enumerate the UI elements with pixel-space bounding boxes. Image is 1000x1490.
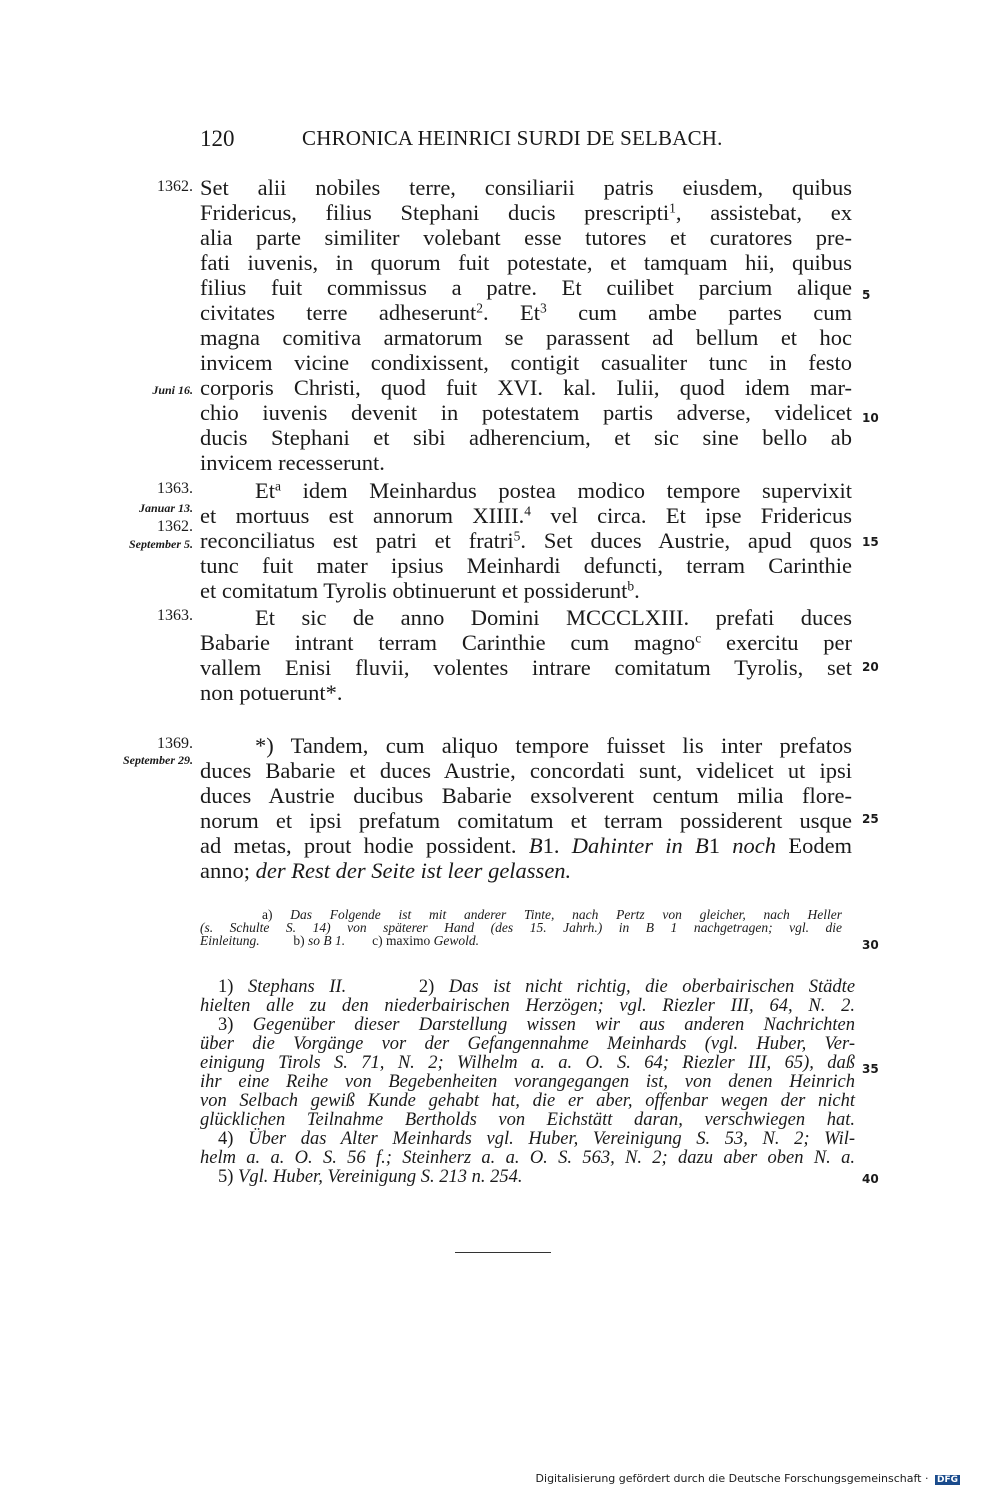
text-line: invicem vicine condixissent, contigit casualiter tunc in festo	[200, 350, 852, 375]
line-number: 30	[862, 938, 879, 952]
text-line: non potuerunt*.	[200, 680, 343, 705]
footnote-line: 4) Über das Alter Meinhards vgl. Huber, Vereinigung S. 53, N. 2; Wil-	[218, 1129, 856, 1149]
margin-date: Januar 13.	[138, 501, 193, 515]
line-number: 25	[862, 812, 879, 826]
footnote-ref: c	[695, 630, 702, 646]
text-line: norum et ipsi prefatum comitatum et terram possiderent usque	[200, 808, 852, 833]
text-line: duces Austrie ducibus Babarie exsolverent centum milia flore-	[200, 783, 852, 808]
text-line: ducis Stephani et sibi adherencium, et sic sine bello ab	[200, 425, 852, 450]
footnote-ref: 4	[524, 503, 531, 519]
line-number: 15	[862, 535, 879, 549]
text-line: reconciliatus est patri et fratri$^5$. Set duces Austrie, apud quos	[200, 528, 852, 553]
text-line: Babarie intrant terram Carinthie cum magno$^c$ exercitu per	[200, 630, 853, 655]
page-header	[0, 126, 1000, 156]
text-line: fati iuvenis, in quorum fuit potestate, et tamquam hii, quibus	[200, 250, 852, 275]
text-line: invicem recesserunt.	[200, 450, 385, 475]
footnote-ref: b	[627, 578, 635, 594]
margin-date: September 29.	[123, 753, 193, 767]
text-line: magna comitiva armatorum se parassent ad bellum et hoc	[200, 325, 852, 350]
footnote-line: 5) Vgl. Huber, Vereinigung S. 213 n. 254.	[218, 1167, 523, 1187]
page-number: 120	[200, 126, 235, 151]
footnote-ref: 3	[540, 300, 547, 316]
footnote-ref: 2	[476, 300, 484, 316]
line-number: 40	[862, 1172, 879, 1186]
footnote-line: über die Vorgänge vor der Gefangennahme Meinhards (vgl. Huber, Ver-	[200, 1034, 855, 1054]
footnote-ref: 1	[669, 200, 676, 216]
text-line: Et sic de anno Domini MCCCLXIII. prefati duces	[255, 605, 852, 630]
margin-date: 1363.	[157, 480, 193, 497]
footnote-line: Einleitung. b) so B 1. c) maximo Gewold.	[200, 933, 479, 948]
text-line: anno; der Rest der Seite ist leer gelassen.	[200, 858, 572, 883]
margin-date: 1363.	[157, 607, 193, 624]
footnote-ref: 5	[513, 528, 521, 544]
footnote-line: einigung Tirols S. 71, N. 2; Wilhelm a. a. O. S. 64; Riezler III, 65), daß	[200, 1053, 855, 1073]
footnote-line: (s. Schulte S. 14) von späterer Hand (des 15. Jahrh.) in B 1 nachgetragen; vgl. die	[200, 920, 842, 935]
footnote-line: 3) Gegenüber dieser Darstellung wissen wir aus anderen Nachrichten	[218, 1015, 856, 1035]
footnote-line: a) Das Folgende ist mit anderer Tinte, nach Pertz von gleicher, nach Heller	[262, 907, 843, 922]
text-line: civitates terre adheserunt$^2$. Et$^3$ cum ambe partes cum	[200, 300, 852, 325]
footnote-line: 1) Stephans II. 2) Das ist nicht richtig, die oberbairischen Städte	[218, 977, 856, 997]
text-line: corporis Christi, quod fuit XVI. kal. Iulii, quod idem mar-	[200, 375, 852, 400]
dfg-logo-icon: DFG	[936, 1475, 958, 1485]
text-line: ad metas, prout hodie possident. B1. Dahinter in B1 noch Eodem	[200, 833, 853, 858]
line-number: 20	[862, 660, 879, 674]
margin-date: Juni 16.	[152, 383, 193, 397]
line-number: 35	[862, 1062, 879, 1076]
text-line: Set alii nobiles terre, consiliarii patris eiusdem, quibus	[200, 175, 852, 200]
text-line: et mortuus est annorum XIIII.$^4$ vel circa. Et ipse Fridericus	[200, 503, 853, 528]
text-line: filius fuit commissus a patre. Et cuilibet parcium alique	[200, 275, 852, 300]
footnote-line: helm a. a. O. S. 56 f.; Steinherz a. a. O. S. 563, N. 2; dazu aber oben N. a.	[200, 1148, 855, 1168]
margin-date: 1362.	[157, 518, 193, 535]
footnote-line: hielten alle zu den niederbairischen Herzögen; vgl. Riezler III, 64, N. 2.	[200, 996, 855, 1016]
text-line: vallem Enisi fluvii, volentes intrare comitatum Tyrolis, set	[200, 655, 852, 680]
text-line: Et$^a$ idem Meinhardus postea modico tempore supervixit	[255, 478, 852, 503]
dfg-credit: Digitalisierung gefördert durch die Deutsche Forschungsgemeinschaft · DFG	[535, 1472, 958, 1485]
running-title: CHRONICA HEINRICI SURDI DE SELBACH.	[302, 126, 723, 150]
margin-date: 1369.	[157, 735, 193, 752]
text-line: et comitatum Tyrolis obtinuerunt et possiderunt$^b$.	[200, 578, 640, 603]
line-number: 10	[862, 411, 879, 425]
text-line: *) Tandem, cum aliquo tempore fuisset lis inter prefatos	[255, 733, 852, 758]
text-line: tunc fuit mater ipsius Meinhardi defuncti, terram Carinthie	[200, 553, 852, 578]
footnote-line: von Selbach gewiß Kunde gehabt hat, die er aber, offenbar wegen der nicht	[200, 1091, 855, 1111]
text-line: duces Babarie et duces Austrie, concordati sunt, videlicet ut ipsi	[200, 758, 852, 783]
text-line: alia parte similiter volebant esse tutores et curatores pre-	[200, 225, 852, 250]
footnote-line: glücklichen Teilnahme Bertholds von Eichstätt daran, verschwiegen hat.	[200, 1110, 855, 1130]
text-line: chio iuvenis devenit in potestatem partis adverse, videlicet	[200, 400, 852, 425]
footnote-ref: a	[275, 478, 281, 494]
margin-date: 1362.	[157, 178, 193, 195]
line-number: 5	[862, 288, 871, 302]
margin-date: September 5.	[129, 537, 193, 551]
end-rule	[455, 1252, 551, 1253]
footnote-line: ihr eine Reihe von Begebenheiten vorangegangen ist, von denen Heinrich	[200, 1072, 855, 1092]
text-line: Fridericus, filius Stephani ducis prescripti$^1$, assistebat, ex	[200, 200, 852, 225]
